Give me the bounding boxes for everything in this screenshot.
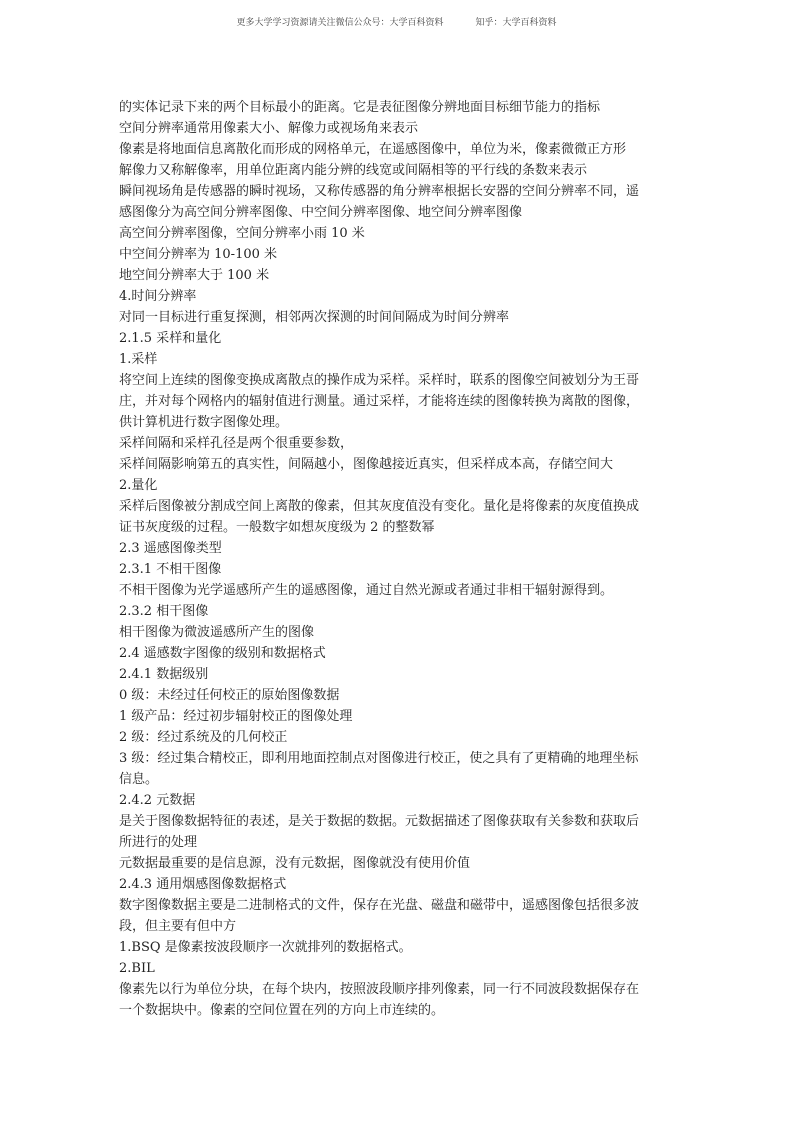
text-line: 1.BSQ 是像素按波段顺序一次就排列的数据格式。	[119, 940, 412, 955]
section-heading: 2.4.1 数据级别	[119, 667, 209, 682]
text-line: 所进行的处理	[119, 835, 198, 850]
text-line: 2 级：经过系统及的几何校正	[119, 730, 288, 745]
text-line: 地空间分辨率大于 100 米	[119, 268, 270, 283]
section-heading: 2.4 遥感数字图像的级别和数据格式	[119, 646, 326, 661]
text-line: 1 级产品：经过初步辐射校正的图像处理	[119, 709, 353, 724]
section-heading: 2.量化	[119, 478, 158, 493]
section-heading: 2.4.2 元数据	[119, 793, 196, 808]
text-line: 信息。	[119, 772, 159, 787]
text-line: 采样间隔影响第五的真实性，间隔越小，图像越接近真实，但采样成本高，存储空间大	[119, 457, 614, 472]
text-line: 将空间上连续的图像变换成离散点的操作成为采样。采样时，联系的图像空间被划分为王哥	[119, 373, 640, 388]
section-heading: 2.3.1 不相干图像	[119, 562, 222, 577]
header-wechat-text: 更多大学学习资源请关注微信公众号：大学百科资料	[236, 18, 444, 28]
text-line: 的实体记录下来的两个目标最小的距离。它是表征图像分辨地面目标细节能力的指标	[119, 100, 601, 115]
text-line: 采样间隔和采样孔径是两个很重要参数，	[119, 436, 354, 451]
text-line: 段，但主要有但中方	[119, 919, 237, 934]
document-body	[119, 97, 679, 1021]
text-line: 感图像分为高空间分辨率图像、中空间分辨率图像、地空间分辨率图像	[119, 205, 523, 220]
text-line: 解像力又称解像率，用单位距离内能分辨的线宽或间隔相等的平行线的条数来表示	[119, 163, 588, 178]
text-line: 0 级：未经过任何校正的原始图像数据	[119, 688, 340, 703]
text-line: 相干图像为微波遥感所产生的图像	[119, 625, 315, 640]
section-heading: 2.4.3 通用烟感图像数据格式	[119, 877, 287, 892]
text-line: 空间分辨率通常用像素大小、解像力或视场角来表示	[119, 121, 419, 136]
text-line: 瞬间视场角是传感器的瞬时视场，又称传感器的角分辨率根据长安器的空间分辨率不同，遥	[119, 184, 640, 199]
section-heading: 2.3.2 相干图像	[119, 604, 209, 619]
page-header	[0, 16, 793, 30]
text-line: 3 级：经过集合精校正，即利用地面控制点对图像进行校正，使之具有了更精确的地理坐标	[119, 751, 639, 766]
text-line: 高空间分辨率图像，空间分辨率小雨 10 米	[119, 226, 365, 241]
text-line: 采样后图像被分割成空间上离散的像素，但其灰度值没有变化。量化是将像素的灰度值换成	[119, 499, 640, 514]
text-line: 是关于图像数据特征的表述，是关于数据的数据。元数据描述了图像获取有关参数和获取后	[119, 814, 640, 829]
text-line: 一个数据块中。像素的空间位置在列的方向上市连续的。	[119, 1003, 445, 1018]
text-line: 对同一目标进行重复探测，相邻两次探测的时间间隔成为时间分辨率	[119, 310, 510, 325]
header-zhihu-text: 知乎：大学百科资料	[475, 18, 557, 28]
text-line: 供计算机进行数字图像处理。	[119, 415, 289, 430]
text-line: 数字图像数据主要是二进制格式的文件，保存在光盘、磁盘和磁带中，遥感图像包括很多波	[119, 898, 640, 913]
section-heading: 1.采样	[119, 352, 158, 367]
text-line: 庄，并对每个网格内的辐射值进行测量。通过采样，才能将连续的图像转换为离散的图像，	[119, 394, 640, 409]
section-heading: 4.时间分辨率	[119, 289, 197, 304]
section-heading: 2.3 遥感图像类型	[119, 541, 222, 556]
section-heading: 2.1.5 采样和量化	[119, 331, 222, 346]
text-line: 中空间分辨率为 10-100 米	[119, 247, 278, 262]
section-heading: 2.BIL	[119, 961, 155, 976]
text-line: 像素先以行为单位分块，在每个块内，按照波段顺序排列像素，同一行不同波段数据保存在	[119, 982, 640, 997]
text-line: 不相干图像为光学遥感所产生的遥感图像，通过自然光源或者通过非相干辐射源得到。	[119, 583, 614, 598]
text-line: 元数据最重要的是信息源，没有元数据，图像就没有使用价值	[119, 856, 471, 871]
text-line: 像素是将地面信息离散化而形成的网格单元，在遥感图像中，单位为米，像素微微正方形	[119, 142, 627, 157]
text-line: 证书灰度级的过程。一般数字如想灰度级为 2 的整数幂	[119, 520, 435, 535]
